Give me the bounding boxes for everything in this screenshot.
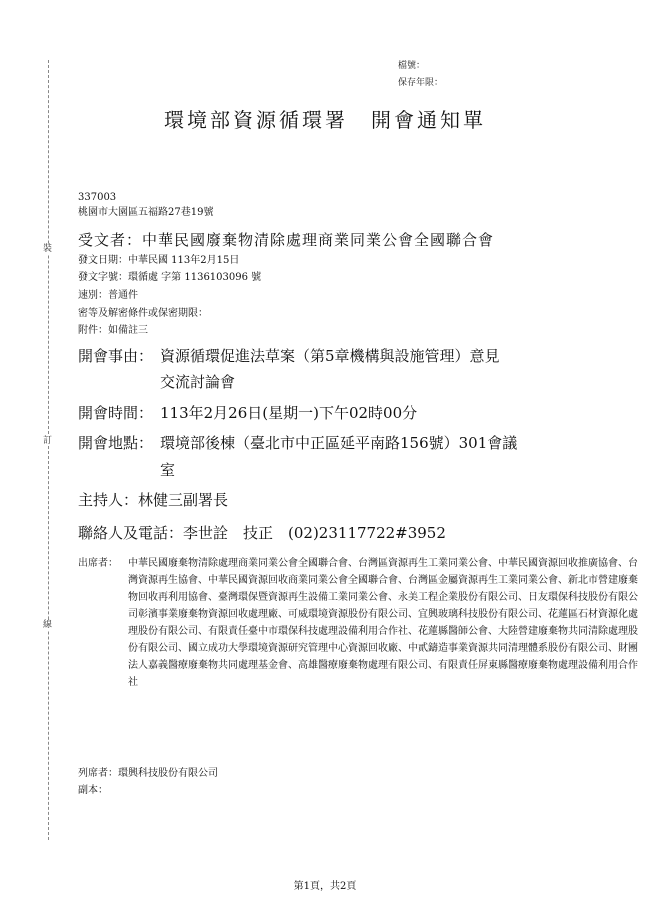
page-number: 第1頁，共2頁 [293,881,357,892]
security-level [78,304,208,319]
host-label: 主持人： [78,491,139,509]
document-number [78,268,261,283]
meeting-time: 113年2月26日(星期一)下午02時00分 [160,404,418,422]
meeting-subject-line1: 資源循環促進法草案（第5章機構與設施管理）意見 [160,347,500,365]
binding-mark-xian: 線 [43,620,53,630]
document-title: 環境部資源循環署 開會通知單 [164,108,486,132]
issue-date-label: 發文日期： [78,255,128,266]
binding-mark-ding: 訂 [43,436,53,446]
copies-label: 副本： [78,785,108,796]
document-number-label: 發文字號： [78,272,128,283]
meeting-subject-line2: 交流討論會 [160,373,236,391]
postal-code: 337003 [78,192,117,203]
urgency-value: 普通件 [108,290,138,301]
contact [78,521,446,545]
contact-info: 李世詮 技正 (02)23117722#3952 [183,524,446,542]
meeting-place-label: 開會地點： [78,434,154,452]
binding-line [48,60,49,840]
meeting-subject-label: 開會事由： [78,347,154,365]
sender-address: 桃園市大園區五福路27巷19號 [78,207,214,218]
security-level-label: 密等及解密條件或保密期限： [78,308,208,319]
meeting-time-label: 開會時間： [78,404,154,422]
attachment-value: 如備註三 [108,325,148,336]
recipient-label: 受文者： [78,231,143,249]
recipient-name: 中華民國廢棄物清除處理商業同業公會全國聯合會 [142,231,495,249]
observers [78,764,218,779]
document-number-value: 環循處 字第 1136103096 號 [128,272,262,283]
issue-date-value: 中華民國 113年2月15日 [128,255,240,266]
contact-label: 聯絡人及電話： [78,524,184,542]
attachment-label: 附件： [78,325,108,336]
issue-date [78,251,239,266]
binding-mark-zhuang: 裝 [43,244,53,254]
observers-value: 環興科技股份有限公司 [118,768,218,779]
attendees-list: 中華民國廢棄物清除處理商業同業公會全國聯合會、台灣區資源再生工業同業公會、中華民國資源回收推廣協會、台灣資源再生協會、中華民國資源回收商業同業公會全國聯合會、台灣區金屬資源再生工業同業公會、新北市營建廢棄物回收再利用協會、臺灣環保暨資源再生設備工業同業公會、永美工程企業股份有限公司、日友環保科技股份有限公司彰濱事業廢棄物資源回收處理廠、可威環境資源股份有限公司、宜興玻璃科技股份有限公司、花蓮區石材資源化處理股份有限公司、有限責任臺中市環保科技處理設備利用合作社、花蓮縣醫師公會、大陸營建廢棄物共同清除處理股份有限公司、國立成功大學環境資源研究管理中心資源回收廠、中貳鑄造事業資源共同清理體系股份有限公司、財團法人嘉義醫療廢棄物共同處理基金會、高雄醫療廢棄物處理有限公司、有限責任屏東縣醫療廢棄物處理設備利用合作社 [128,558,638,688]
retention-label: 保存年限： [398,78,444,88]
host [78,488,228,512]
file-number-label: 檔號： [398,61,426,71]
urgency [78,286,138,301]
urgency-label: 速別： [78,290,108,301]
meeting-place-line1: 環境部後棟（臺北市中正區延平南路156號）301會議 [160,434,518,452]
attachment [78,321,148,336]
copies [78,781,108,796]
observers-label: 列席者： [78,768,118,779]
host-name: 林健三副署長 [138,491,229,509]
meeting-place-line2: 室 [160,461,176,479]
attendees-label: 出席者： [78,558,118,569]
recipient [78,229,494,250]
